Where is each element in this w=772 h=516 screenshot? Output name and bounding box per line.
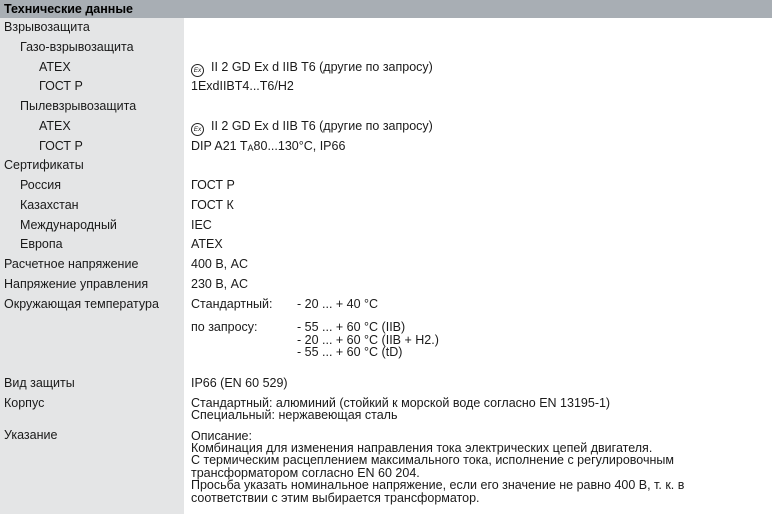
row-value <box>188 58 772 78</box>
table-row <box>0 58 772 78</box>
table-row <box>0 374 772 394</box>
row-value: 1ExdIIBT4...T6/H2 <box>191 79 294 94</box>
row-value: DIP A21 $T_A80...130^\circ C$, IP66 <box>191 138 346 153</box>
row-label: Корпус <box>0 394 184 426</box>
table-title: Технические данные <box>0 0 772 18</box>
table-row <box>0 295 772 374</box>
table-row <box>0 235 772 255</box>
table-row <box>0 156 772 176</box>
row-value <box>188 117 772 137</box>
table-row <box>0 426 772 514</box>
table-row <box>0 97 772 117</box>
row-label: Газо-взрывозащита <box>0 38 184 58</box>
table-row <box>0 255 772 275</box>
row-value: ATEX <box>191 237 223 252</box>
table-row <box>0 176 772 196</box>
row-value: 400 В, AC <box>191 257 248 271</box>
temp-request-label: по запросу: <box>191 320 258 334</box>
text-line: Стандартный: алюминий (стойкий к морской воде согласно EN 13195-1) <box>191 395 611 410</box>
row-label: ГОСТ Р <box>0 137 184 157</box>
row-label: Международный <box>0 216 184 236</box>
table-row <box>0 196 772 216</box>
row-value: ГОСТ Р <box>191 178 235 192</box>
text-line: Описание: <box>191 428 252 443</box>
row-label: Напряжение управления <box>0 275 184 295</box>
row-value <box>188 18 772 38</box>
text-line: соответствии с этим выбирается трансформатор. <box>191 490 480 505</box>
row-label: Расчетное напряжение <box>0 255 184 275</box>
subscript: A <box>247 142 254 153</box>
text-line: С термическим расцеплением максимального тока, исполнение с регулировочным <box>191 453 674 468</box>
row-label: Россия <box>0 176 184 196</box>
row-value <box>188 295 772 374</box>
table-row <box>0 117 772 137</box>
row-label: Окружающая температура <box>0 295 184 374</box>
row-value <box>188 156 772 176</box>
row-label: Взрывозащита <box>0 18 184 38</box>
temp-request-value: - 20 ... + 60 °C (IIB + H2.) <box>297 332 439 347</box>
row-label: Европа <box>0 235 184 255</box>
row-label: Вид защиты <box>0 374 184 394</box>
row-value: ГОСТ К <box>191 197 234 212</box>
table-row <box>0 394 772 426</box>
table-row <box>0 77 772 97</box>
row-label: ATEX <box>0 117 184 137</box>
row-value: IEC <box>191 217 212 232</box>
row-value <box>188 97 772 117</box>
text-line: Специальный: нержавеющая сталь <box>191 407 398 422</box>
table-row <box>0 137 772 157</box>
row-label: Указание <box>0 426 184 514</box>
row-value: IP66 (EN 60 529) <box>191 375 288 390</box>
temp-standard-value: - 20 ... + 40 °C <box>297 296 379 311</box>
row-value <box>188 426 772 514</box>
temp-standard-label: Стандартный: <box>191 296 273 311</box>
row-value-text: II 2 GD Ex d IIB T6 (другие по запросу) <box>211 118 433 133</box>
row-value-text: II 2 GD Ex d IIB T6 (другие по запросу) <box>211 59 433 74</box>
row-label: Пылевзрывозащита <box>0 97 184 117</box>
row-label: ATEX <box>0 58 184 78</box>
text-line: трансформатором согласно EN 60 204. <box>191 465 420 480</box>
row-value <box>188 38 772 58</box>
table-row <box>0 38 772 58</box>
row-value <box>188 394 772 426</box>
row-label: Сертификаты <box>0 156 184 176</box>
text-line: Просьба указать номинальное напряжение, если его значение не равно 400 В, т. к. в <box>191 478 685 493</box>
ex-explosion-protection-icon: Ex <box>191 64 204 77</box>
temp-request-value: - 55 ... + 60 °C (tD) <box>297 344 403 359</box>
text-line: Комбинация для изменения направления тока электрических цепей двигателя. <box>191 440 653 455</box>
row-label: ГОСТ Р <box>0 77 184 97</box>
row-value: 230 В, AC <box>191 276 248 291</box>
temp-request-value: - 55 ... + 60 °C (IIB) <box>297 320 406 334</box>
table-row <box>0 275 772 295</box>
ex-explosion-protection-icon: Ex <box>191 123 204 136</box>
table-row <box>0 216 772 236</box>
table-row <box>0 18 772 38</box>
row-label: Казахстан <box>0 196 184 216</box>
